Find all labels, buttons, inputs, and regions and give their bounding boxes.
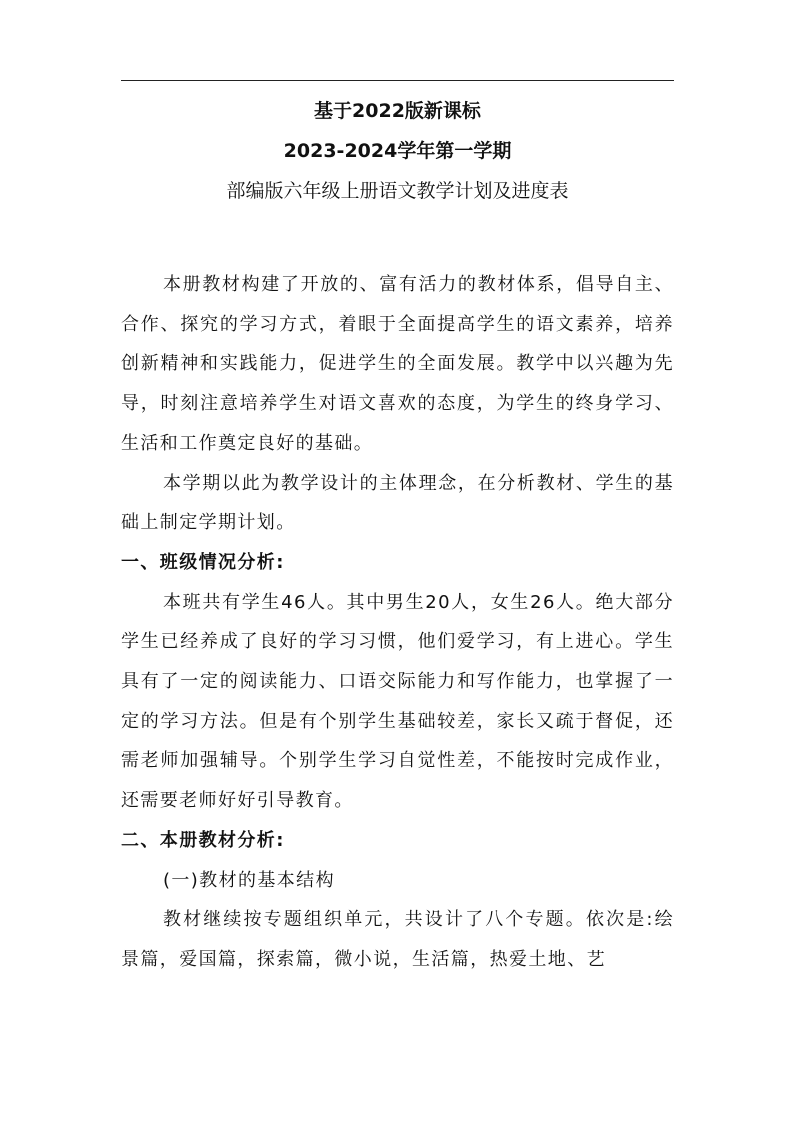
title-line-2: 2023-2024学年第一学期: [283, 140, 512, 162]
title-line-3: 部编版六年级上册语文教学计划及进度表: [226, 180, 569, 202]
section-heading-class-analysis: 一、班级情况分析:: [121, 551, 285, 573]
title-block: [121, 100, 674, 220]
textbook-structure-subheading: (一)教材的基本结构: [162, 869, 335, 891]
class-analysis-paragraph: 本班共有学生46人。其中男生20人，女生26人。绝大部分学生已经养成了良好的学习习惯，他们爱学习，有上进心。学生具有了一定的阅读能力、口语交际能力和写作能力，也掌握了一定的学习方法。但是有个别学生基础较差，家长又疏于督促，还需老师加强辅导。个别学生学习自觉性差，不能按时完成作业，还需要老师好好引导教育。: [121, 591, 674, 812]
header-rule: [121, 80, 674, 81]
textbook-structure-paragraph: 教材继续按专题组织单元，共设计了八个专题。依次是:绘景篇，爱国篇，探索篇，微小说，生活篇，热爱土地、艺: [121, 909, 674, 970]
document-body: [121, 265, 674, 980]
intro-paragraph: 本册教材构建了开放的、富有活力的教材体系，倡导自主、合作、探究的学习方式，着眼于全面提高学生的语文素养，培养创新精神和实践能力，促进学生的全面发展。教学中以兴趣为先导，时刻注意培养学生对语文喜欢的态度，为学生的终身学习、生活和工作奠定良好的基础。: [121, 274, 674, 454]
section-heading-textbook-analysis: 二、本册教材分析:: [121, 829, 285, 851]
intro-paragraph-2: 本学期以此为教学设计的主体理念，在分析教材、学生的基础上制定学期计划。: [121, 472, 674, 534]
title-line-1: 基于2022版新课标: [314, 100, 481, 122]
